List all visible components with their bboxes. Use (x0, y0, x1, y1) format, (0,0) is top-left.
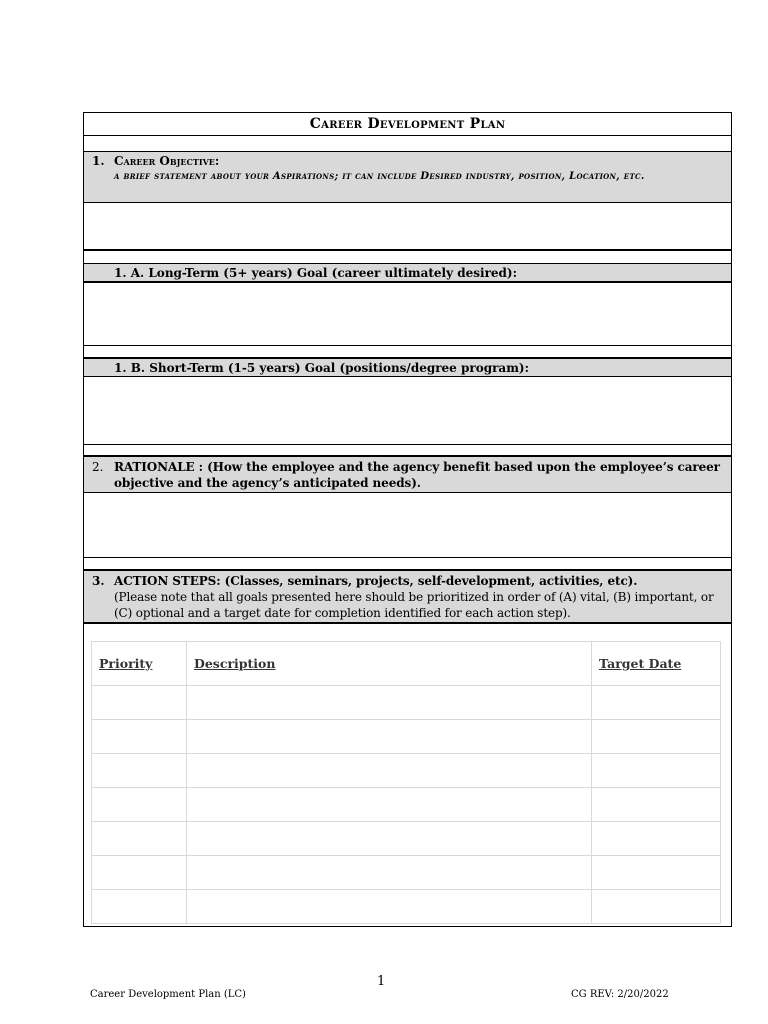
description-cell[interactable] (187, 822, 592, 856)
description-cell[interactable] (187, 856, 592, 890)
table-row (92, 822, 721, 856)
section-1-text (92, 153, 723, 184)
section-1-number: 1. (92, 154, 105, 168)
priority-cell[interactable] (92, 720, 187, 754)
divider (84, 557, 731, 558)
divider (84, 345, 731, 346)
description-cell[interactable] (187, 686, 592, 720)
section-1-heading: Career Objective: (114, 154, 220, 168)
table-row (92, 754, 721, 788)
table-row (92, 890, 721, 924)
long-term-goal-answer-area[interactable] (84, 283, 731, 345)
table-row (92, 686, 721, 720)
table-header-row (92, 642, 721, 686)
career-objective-answer-area[interactable] (84, 203, 731, 249)
table-row (92, 856, 721, 890)
footer-left-text: Career Development Plan (LC) (90, 989, 246, 1000)
section-1a-heading: 1. A. Long-Term (5+ years) Goal (career ultimately desired): (114, 266, 518, 280)
section-3-heading: ACTION STEPS: (Classes, seminars, projects, self-development, activities, etc). (114, 574, 638, 588)
priority-cell[interactable] (92, 788, 187, 822)
rationale-answer-area[interactable] (84, 493, 731, 557)
target-date-column-header: Target Date (592, 642, 721, 686)
short-term-goal-answer-area[interactable] (84, 377, 731, 444)
divider (84, 622, 731, 624)
divider (84, 444, 731, 445)
section-1b-heading: 1. B. Short-Term (1-5 years) Goal (positions/degree program): (114, 361, 530, 375)
career-development-form (83, 112, 732, 927)
target-date-cell[interactable] (592, 788, 721, 822)
section-3-text (92, 573, 723, 621)
priority-cell[interactable] (92, 890, 187, 924)
description-cell[interactable] (187, 754, 592, 788)
priority-column-header: Priority (92, 642, 187, 686)
page-number: 1 (377, 974, 386, 989)
description-column-header: Description (187, 642, 592, 686)
section-3-note: (Please note that all goals presented here should be prioritized in order of (A) vital, (B) important, or (C) optional and a target date for completion identified for each action step). (114, 590, 714, 620)
priority-cell[interactable] (92, 686, 187, 720)
section-2-number: 2. (92, 460, 104, 474)
target-date-cell[interactable] (592, 890, 721, 924)
form-bottom-border (84, 926, 731, 927)
section-1-description: a brief statement about your Aspirations; it can include Desired industry, position, Location, etc. (114, 171, 645, 182)
description-cell[interactable] (187, 720, 592, 754)
form-title: Career Development Plan (84, 112, 731, 136)
priority-cell[interactable] (92, 754, 187, 788)
section-3-number: 3. (92, 574, 105, 588)
target-date-cell[interactable] (592, 856, 721, 890)
priority-cell[interactable] (92, 856, 187, 890)
table-row (92, 720, 721, 754)
section-2-text (92, 459, 723, 491)
description-cell[interactable] (187, 890, 592, 924)
target-date-cell[interactable] (592, 686, 721, 720)
target-date-cell[interactable] (592, 822, 721, 856)
footer-right-text: CG REV: 2/20/2022 (571, 989, 669, 1000)
divider (84, 249, 731, 251)
priority-cell[interactable] (92, 822, 187, 856)
description-cell[interactable] (187, 788, 592, 822)
action-steps-table (91, 641, 721, 924)
table-row (92, 788, 721, 822)
section-2-heading: RATIONALE : (How the employee and the agency benefit based upon the employee’s career objective and the agency’s anticipated needs). (114, 460, 720, 490)
target-date-cell[interactable] (592, 720, 721, 754)
target-date-cell[interactable] (592, 754, 721, 788)
